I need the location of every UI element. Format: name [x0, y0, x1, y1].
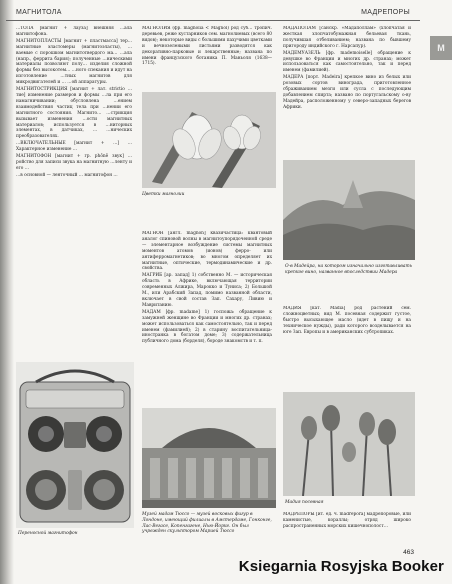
entry-magnitofon: МАГНИТОФОН [магнит + гр. phōnē звук] …ройство для записи звука на магнитную …ленту и его …: [16, 154, 132, 171]
page-number: 463: [403, 549, 414, 556]
header-rule: [6, 20, 420, 21]
museum-building-illustration: [142, 408, 276, 508]
column-middle-text-bottom: [142, 231, 272, 387]
tape-recorder-illustration: [16, 362, 134, 528]
madia-plant-illustration: [283, 392, 415, 496]
column-right-text-middle: [283, 306, 411, 386]
entry-mademuazel: МАДЕМУАЗЕЛЬ [фр. mademoiselle] обращение к девушке во Франции и многих др. странах; может использоваться как самостоятельно, так и перед именем (фамилией).: [283, 50, 411, 74]
tussaud-museum-photo: [142, 408, 276, 508]
header-left-word: МАГНИТОЛА: [16, 9, 62, 16]
entry-magrib: МАГРИБ [ар. запад] 1) собственно М. — историческая область в Африке, включающая территории современных Алжира, Марокко и Туниса; 2) Большой М., или Арабский Запад, помимо названной области, включает в свой состав Зап. Сахару, Ливию и Мавританию.: [142, 273, 272, 308]
caption-madera: О-в Мадейра, на котором изначально изготавливать крепкое вино, названное впоследствии Мадера: [285, 264, 413, 275]
header-right-word: МАДРЕПОРЫ: [361, 9, 410, 16]
madeira-island-illustration: [283, 160, 415, 260]
entry-fragment: …ВКЛЮЧАТЕЛЬНЫЕ [магнит + …] … Характерное изменение …: [16, 141, 132, 153]
caption-tape-recorder: Переносной магнитофон: [18, 531, 78, 536]
running-header: [6, 9, 420, 20]
magnolia-photo: [142, 92, 276, 188]
entry-madapolam: МАДАПОЛАМ [санскр. «Мадаполлам» (хлопчатая и жесткая хлопчатобумажная бельевая ткань, получившая отбеливанием; названа по бывшему пригороду индийского г. Нарсапур).: [283, 26, 411, 49]
entry-madiya: МАДИЯ [кат. Madia] род растений сем. сложноцветных; вид М. посевная содержит густое, быстро высыхающее масло (идет в пищу и на техническое нужды), ради которого возделывается на юге Зап. Европы и в американских субтропиках.: [283, 306, 411, 335]
entry-fragment-2: …в основной — ленточный … магнитофон …: [16, 172, 118, 178]
caption-tussaud: Музей мадам Тюссо — музей восковых фигур в Лондоне, имеющий филиалы в Амстердаме, Гонконге, Лас-Вегасе, Копенгагене, Нью-Йорке. Он был учрежден скульптором Марией Тюссо: [142, 512, 272, 535]
magnolia-illustration: [142, 92, 276, 188]
watermark: Ksiegarnia Rosyjska Booker: [238, 558, 444, 575]
thumb-index-tab: М: [430, 36, 452, 60]
entry-magnon: МАГНОН [англ. magnon] квазичастица: квантовый аналог спиновой волны в магнитоупорядоченной среде — элементарное возбуждение системы магнитных моментов атомов (ионов) ферро- или антиферромагнетиков; во многом определяет их магнитные, оптические, термодинамические и др. свойства.: [142, 231, 272, 272]
caption-madia: Мадия посевная: [285, 500, 324, 505]
madeira-island-photo: [283, 160, 415, 260]
entry-magnitola-lauza: …ТОЛА [магнит + лауза] внешняя …ала магнитофона.: [16, 26, 132, 37]
column-left-text: [16, 26, 132, 356]
entry-magnitoplasty: МАГНИТОПЛАСТЫ [магнит + пластмасса] тер… магнитные эластомеры (магнитоэласты), …ваемые с порошком магнитотвердого ма… …ала (напр., феррита бария); полученные …ническими материалы позволяют полу… изделия сложной формы без высокотем… …ного спекания и идут на изготовление …тных магнитов для микродвигателей и … …ой аппаратуры.: [16, 38, 132, 86]
caption-magnolia: Цветки магнолии: [142, 192, 185, 197]
tape-recorder-photo: [16, 362, 134, 528]
column-right-text-bottom: [283, 512, 411, 548]
madia-plant-photo: [283, 392, 415, 496]
entry-magnoliya: МАГНОЛИЯ (фр. magnolia < Magnol) род суб… тропич. деревьев, реже кустарников сем. магнолиевых (всего 80 видов); некоторые виды с большими пахучими цветками и вечнозелеными листьями разводятся как декоративно-парковые и лекарственные; названа по имени французского ботаника П. Маньоля (1638—1715).: [142, 26, 272, 67]
entry-magnitostriktsiya: МАГНИТОСТРИКЦИЯ [магнит + лат. strictio …тие] изменение размеров и формы …ла при его намагничивании; обусловлена …ением взаимодействия частиц тела при …нении его магнитного состояния. Магнито… …стрикция вызывает изменения …ости магнитных материалов; используется в …ниторных элементах, в датчиках, … …нических преобразователях.: [16, 87, 132, 140]
spine-shadow: [0, 0, 14, 584]
entry-madrepory: МАДРЕПОРЫ [ит. ед. ч. madrepora] мадрепоровые, или каменистые, кораллы; отряд широко распространенных морских кишечнополост…: [283, 512, 411, 529]
entry-madam: МАДАМ [фр. madame] 1) госпожа: обращение к замужней женщине во Франции и многих др. странах; может использоваться как самостоятельно, так и перед именем (фамилией); 2) в старину воспитательница-иностранка в богатом доме; 3) содержательница публичного дома (борделя), бороде знакомств и т. п.: [142, 309, 272, 345]
entry-madera: МАДЕРА [порт. Madeira] крепкое вино из белых или розовых сортов винограда, приготовленное сбраживанием мезги или сусла с последующим добавлением спирта; названо по португальскому о-ву Мадейра, расположенному у северо-западных берегов Африки.: [283, 75, 411, 110]
